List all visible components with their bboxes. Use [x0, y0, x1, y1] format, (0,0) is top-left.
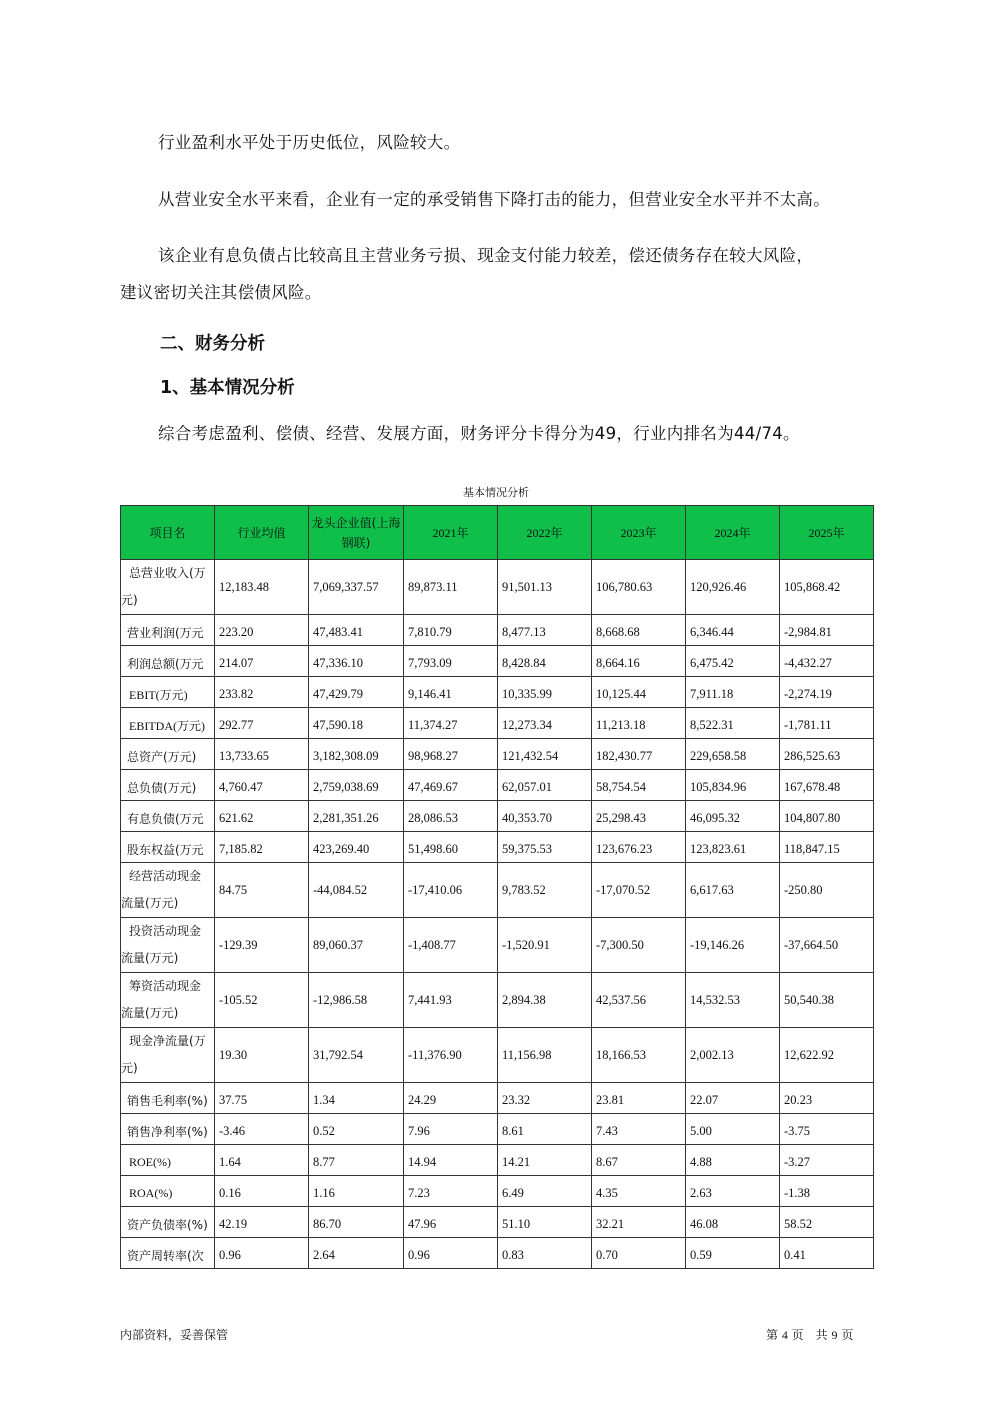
table-cell: 58.52: [780, 1207, 874, 1238]
table-cell: 13,733.65: [215, 739, 309, 770]
table-cell: 12,273.34: [498, 708, 592, 739]
table-cell: 292.77: [215, 708, 309, 739]
table-cell: 2,759,038.69: [309, 770, 404, 801]
table-cell: 11,374.27: [404, 708, 498, 739]
table-cell: 214.07: [215, 646, 309, 677]
table-cell: 286,525.63: [780, 739, 874, 770]
row-label: 资产负债率(%): [121, 1207, 215, 1238]
table-cell: 4.88: [686, 1145, 780, 1176]
table-cell: 7,441.93: [404, 973, 498, 1028]
table-cell: 10,335.99: [498, 677, 592, 708]
table-cell: 11,156.98: [498, 1028, 592, 1083]
table-cell: 6,617.63: [686, 863, 780, 918]
table-row: [121, 1176, 874, 1207]
table-cell: 0.96: [215, 1238, 309, 1269]
table-cell: 0.83: [498, 1238, 592, 1269]
table-cell: 2.64: [309, 1238, 404, 1269]
row-label: 有息负债(万元: [121, 801, 215, 832]
table-cell: 0.70: [592, 1238, 686, 1269]
table-cell: 2.63: [686, 1176, 780, 1207]
table-cell: 62,057.01: [498, 770, 592, 801]
table-row: [121, 677, 874, 708]
table-cell: 4.35: [592, 1176, 686, 1207]
table-row: [121, 560, 874, 615]
table-cell: 46.08: [686, 1207, 780, 1238]
table-cell: 42.19: [215, 1207, 309, 1238]
table-cell: 11,213.18: [592, 708, 686, 739]
footer-page-number: 第 4 页 共 9 页: [766, 1328, 854, 1342]
table-header-cell: 2025年: [780, 506, 874, 560]
table-row: [121, 708, 874, 739]
table-cell: 47,429.79: [309, 677, 404, 708]
row-label: 投资活动现金流量(万元): [121, 918, 215, 973]
table-cell: -44,084.52: [309, 863, 404, 918]
table-cell: 7.23: [404, 1176, 498, 1207]
table-cell: -250.80: [780, 863, 874, 918]
table-cell: 31,792.54: [309, 1028, 404, 1083]
table-cell: 51.10: [498, 1207, 592, 1238]
table-cell: 47,483.41: [309, 615, 404, 646]
table-row: [121, 832, 874, 863]
row-label: 股东权益(万元: [121, 832, 215, 863]
table-cell: 8,664.16: [592, 646, 686, 677]
table-row: [121, 973, 874, 1028]
table-cell: 84.75: [215, 863, 309, 918]
table-cell: 2,894.38: [498, 973, 592, 1028]
table-cell: 8,477.13: [498, 615, 592, 646]
table-cell: 14.21: [498, 1145, 592, 1176]
table-cell: 47.96: [404, 1207, 498, 1238]
table-row: [121, 863, 874, 918]
table-cell: 106,780.63: [592, 560, 686, 615]
table-cell: 2,002.13: [686, 1028, 780, 1083]
table-cell: -17,410.06: [404, 863, 498, 918]
table-cell: 621.62: [215, 801, 309, 832]
table-cell: 1.64: [215, 1145, 309, 1176]
row-label: 销售毛利率(%): [121, 1083, 215, 1114]
table-cell: 2,281,351.26: [309, 801, 404, 832]
table-cell: 19.30: [215, 1028, 309, 1083]
table-cell: 167,678.48: [780, 770, 874, 801]
table-cell: 1.34: [309, 1083, 404, 1114]
paragraph-score-summary: 综合考虑盈利、偿债、经营、发展方面，财务评分卡得分为49，行业内排名为44/74。: [158, 424, 800, 443]
subsection-heading-basic-analysis: 1、基本情况分析: [160, 378, 295, 398]
table-row: [121, 739, 874, 770]
table-cell: 51,498.60: [404, 832, 498, 863]
table-header-cell: 2024年: [686, 506, 780, 560]
table-cell: 8,668.68: [592, 615, 686, 646]
table-cell: 20.23: [780, 1083, 874, 1114]
table-cell: 89,873.11: [404, 560, 498, 615]
table-row: [121, 1083, 874, 1114]
table-cell: 8,428.84: [498, 646, 592, 677]
table-header-cell: 龙头企业值(上海钢联): [309, 506, 404, 560]
table-cell: 14,532.53: [686, 973, 780, 1028]
table-row: [121, 1028, 874, 1083]
table-cell: -1.38: [780, 1176, 874, 1207]
table-cell: 0.52: [309, 1114, 404, 1145]
table-cell: 24.29: [404, 1083, 498, 1114]
table-cell: 7,069,337.57: [309, 560, 404, 615]
table-cell: 14.94: [404, 1145, 498, 1176]
table-cell: 7,810.79: [404, 615, 498, 646]
table-cell: 118,847.15: [780, 832, 874, 863]
table-cell: -1,408.77: [404, 918, 498, 973]
table-row: [121, 1207, 874, 1238]
table-cell: 0.96: [404, 1238, 498, 1269]
table-cell: 7.43: [592, 1114, 686, 1145]
table-cell: 423,269.40: [309, 832, 404, 863]
table-cell: 59,375.53: [498, 832, 592, 863]
row-label: ROA(%): [121, 1176, 215, 1207]
table-header-cell: 行业均值: [215, 506, 309, 560]
paragraph-operating-safety: 从营业安全水平来看，企业有一定的承受销售下降打击的能力，但营业安全水平并不太高。: [158, 190, 830, 209]
row-label: 总营业收入(万元): [121, 560, 215, 615]
paragraph-industry-profit: 行业盈利水平处于历史低位，风险较大。: [158, 133, 461, 152]
table-cell: -11,376.90: [404, 1028, 498, 1083]
table-cell: -4,432.27: [780, 646, 874, 677]
table-cell: 89,060.37: [309, 918, 404, 973]
table-cell: -2,274.19: [780, 677, 874, 708]
table-header-cell: 2021年: [404, 506, 498, 560]
table-cell: 37.75: [215, 1083, 309, 1114]
table-header-row: [121, 506, 874, 560]
table-row: [121, 918, 874, 973]
table-cell: 7,185.82: [215, 832, 309, 863]
table-row: [121, 646, 874, 677]
table-cell: 40,353.70: [498, 801, 592, 832]
row-label: 总资产(万元): [121, 739, 215, 770]
table-cell: -1,781.11: [780, 708, 874, 739]
table-cell: 8.61: [498, 1114, 592, 1145]
table-cell: 9,146.41: [404, 677, 498, 708]
table-cell: 8.67: [592, 1145, 686, 1176]
row-label: 营业利润(万元: [121, 615, 215, 646]
table-cell: 32.21: [592, 1207, 686, 1238]
table-cell: 98,968.27: [404, 739, 498, 770]
table-cell: 50,540.38: [780, 973, 874, 1028]
table-row: [121, 1114, 874, 1145]
table-cell: 58,754.54: [592, 770, 686, 801]
table-cell: 123,676.23: [592, 832, 686, 863]
table-cell: 22.07: [686, 1083, 780, 1114]
table-cell: 7.96: [404, 1114, 498, 1145]
table-cell: 233.82: [215, 677, 309, 708]
table-cell: 0.59: [686, 1238, 780, 1269]
table-cell: 4,760.47: [215, 770, 309, 801]
table-row: [121, 1238, 874, 1269]
table-row: [121, 615, 874, 646]
table-cell: -105.52: [215, 973, 309, 1028]
table-cell: 28,086.53: [404, 801, 498, 832]
table-cell: -3.46: [215, 1114, 309, 1145]
table-cell: 91,501.13: [498, 560, 592, 615]
table-cell: 0.41: [780, 1238, 874, 1269]
table-cell: 18,166.53: [592, 1028, 686, 1083]
table-cell: 182,430.77: [592, 739, 686, 770]
table-cell: 105,834.96: [686, 770, 780, 801]
table-cell: 6,475.42: [686, 646, 780, 677]
row-label: 筹资活动现金流量(万元): [121, 973, 215, 1028]
row-label: 经营活动现金流量(万元): [121, 863, 215, 918]
table-cell: 47,469.67: [404, 770, 498, 801]
table-cell: -3.75: [780, 1114, 874, 1145]
row-label: 现金净流量(万元): [121, 1028, 215, 1083]
table-cell: 3,182,308.09: [309, 739, 404, 770]
table-caption: 基本情况分析: [463, 486, 529, 499]
table-cell: 120,926.46: [686, 560, 780, 615]
financial-table: [120, 505, 874, 1269]
table-cell: 1.16: [309, 1176, 404, 1207]
row-label: ROE(%): [121, 1145, 215, 1176]
table-cell: 0.16: [215, 1176, 309, 1207]
table-cell: -3.27: [780, 1145, 874, 1176]
row-label: EBIT(万元): [121, 677, 215, 708]
table-cell: 25,298.43: [592, 801, 686, 832]
row-label: EBITDA(万元): [121, 708, 215, 739]
table-cell: 8.77: [309, 1145, 404, 1176]
row-label: 利润总额(万元: [121, 646, 215, 677]
table-cell: 5.00: [686, 1114, 780, 1145]
table-cell: -12,986.58: [309, 973, 404, 1028]
table-cell: 9,783.52: [498, 863, 592, 918]
table-cell: 23.81: [592, 1083, 686, 1114]
table-cell: 8,522.31: [686, 708, 780, 739]
table-cell: -7,300.50: [592, 918, 686, 973]
table-cell: 23.32: [498, 1083, 592, 1114]
table-cell: 7,911.18: [686, 677, 780, 708]
table-cell: 121,432.54: [498, 739, 592, 770]
table-cell: 6.49: [498, 1176, 592, 1207]
table-cell: -19,146.26: [686, 918, 780, 973]
table-cell: -1,520.91: [498, 918, 592, 973]
table-cell: -17,070.52: [592, 863, 686, 918]
table-header-cell: 2023年: [592, 506, 686, 560]
table-cell: 229,658.58: [686, 739, 780, 770]
table-cell: 42,537.56: [592, 973, 686, 1028]
table-cell: 86.70: [309, 1207, 404, 1238]
table-cell: 47,590.18: [309, 708, 404, 739]
section-heading-financial-analysis: 二、财务分析: [160, 334, 265, 354]
table-cell: 104,807.80: [780, 801, 874, 832]
table-cell: 46,095.32: [686, 801, 780, 832]
table-header-cell: 项目名: [121, 506, 215, 560]
table-cell: 12,622.92: [780, 1028, 874, 1083]
table-cell: -37,664.50: [780, 918, 874, 973]
row-label: 总负债(万元): [121, 770, 215, 801]
table-cell: -2,984.81: [780, 615, 874, 646]
table-row: [121, 801, 874, 832]
row-label: 资产周转率(次: [121, 1238, 215, 1269]
table-cell: 47,336.10: [309, 646, 404, 677]
table-cell: 223.20: [215, 615, 309, 646]
table-cell: -129.39: [215, 918, 309, 973]
table-cell: 12,183.48: [215, 560, 309, 615]
table-cell: 7,793.09: [404, 646, 498, 677]
table-row: [121, 1145, 874, 1176]
table-cell: 123,823.61: [686, 832, 780, 863]
table-cell: 10,125.44: [592, 677, 686, 708]
table-row: [121, 770, 874, 801]
footer-confidential-note: 内部资料，妥善保管: [120, 1328, 229, 1342]
table-cell: 105,868.42: [780, 560, 874, 615]
table-header-cell: 2022年: [498, 506, 592, 560]
row-label: 销售净利率(%): [121, 1114, 215, 1145]
table-cell: 6,346.44: [686, 615, 780, 646]
paragraph-debt-risk: 该企业有息负债占比较高且主营业务亏损、现金支付能力较差，偿还债务存在较大风险， 建议密切关注其偿债风险。: [120, 246, 814, 302]
